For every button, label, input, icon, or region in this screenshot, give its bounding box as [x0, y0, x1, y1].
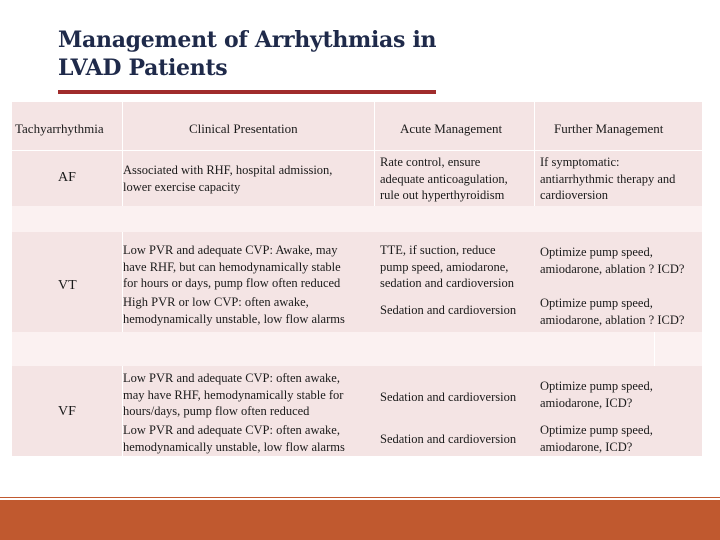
- vf-acute-2: [380, 431, 516, 448]
- text-line: lower exercise capacity: [123, 179, 241, 194]
- vt-presentation-2: [123, 294, 345, 327]
- table-divider: [654, 332, 655, 366]
- footer-rule: [0, 497, 720, 498]
- text-line: amiodarone, ICD?: [540, 395, 633, 410]
- vf-further-1: [540, 378, 653, 411]
- text-line: High PVR or low CVP: often awake,: [123, 295, 309, 309]
- text-line: amiodarone, ICD?: [540, 439, 633, 454]
- af-presentation: [123, 162, 332, 195]
- af-acute: [380, 154, 508, 204]
- table-spacer-band: [12, 206, 702, 232]
- text-line: hours/days, pump flow often reduced: [123, 404, 310, 418]
- row-label-af: AF: [58, 170, 76, 185]
- row-label-vf: VF: [58, 404, 76, 419]
- text-line: Low PVR and adequate CVP: often awake,: [123, 423, 340, 437]
- slide-title: [58, 26, 436, 82]
- table-divider: [534, 102, 535, 206]
- table-divider: [12, 150, 702, 151]
- vt-further-1: [540, 244, 684, 277]
- text-line: Associated with RHF, hospital admission,: [123, 163, 333, 177]
- text-line: Sedation and cardioversion: [380, 432, 517, 446]
- footer-bar: [0, 500, 720, 540]
- vt-further-2: [540, 295, 684, 328]
- text-line: Sedation and cardioversion: [380, 303, 517, 317]
- text-line: Optimize pump speed,: [540, 379, 653, 393]
- row-label-vt: VT: [58, 278, 77, 293]
- text-line: Rate control, ensure: [380, 155, 481, 169]
- text-line: amiodarone, ablation ? ICD?: [540, 312, 685, 327]
- text-line: Optimize pump speed,: [540, 296, 653, 310]
- header-further-management: Further Management: [554, 121, 664, 136]
- text-line: hemodynamically unstable, low flow alarms: [123, 311, 345, 326]
- vf-further-2: [540, 422, 653, 455]
- text-line: Optimize pump speed,: [540, 245, 653, 259]
- text-line: If symptomatic:: [540, 155, 620, 169]
- slide-title-line-1: Management of Arrhythmias in: [58, 27, 437, 53]
- header-acute-management: Acute Management: [400, 121, 503, 136]
- text-line: may have RHF, hemodynamically stable for: [123, 387, 344, 402]
- text-line: have RHF, but can hemodynamically stable: [123, 259, 341, 274]
- title-underline: [58, 90, 436, 94]
- text-line: hemodynamically unstable, low flow alarms: [123, 439, 345, 454]
- text-line: pump speed, amiodarone,: [380, 259, 509, 274]
- text-line: amiodarone, ablation ? ICD?: [540, 261, 685, 276]
- af-further: [540, 154, 675, 204]
- text-line: TTE, if suction, reduce: [380, 243, 496, 257]
- table-divider: [374, 102, 375, 206]
- header-clinical-presentation: Clinical Presentation: [189, 121, 298, 136]
- table-spacer-band: [12, 332, 702, 366]
- text-line: Low PVR and adequate CVP: Awake, may: [123, 243, 338, 257]
- text-line: antiarrhythmic therapy and: [540, 171, 676, 186]
- text-line: cardioversion: [540, 188, 609, 202]
- header-tachyarrhythmia: Tachyarrhythmia: [15, 121, 104, 136]
- text-line: adequate anticoagulation,: [380, 171, 508, 186]
- vt-acute-1: [380, 242, 514, 292]
- vf-presentation-1: [123, 370, 343, 420]
- vf-presentation-2: [123, 422, 345, 455]
- vt-acute-2: [380, 302, 516, 319]
- text-line: sedation and cardioversion: [380, 276, 514, 290]
- text-line: Optimize pump speed,: [540, 423, 653, 437]
- vf-acute-1: [380, 389, 516, 406]
- text-line: rule out hyperthyroidism: [380, 188, 505, 202]
- vt-presentation-1: [123, 242, 341, 292]
- text-line: Low PVR and adequate CVP: often awake,: [123, 371, 340, 385]
- text-line: for hours or days, pump flow often reduced: [123, 276, 341, 290]
- slide-title-line-2: LVAD Patients: [58, 55, 228, 81]
- text-line: Sedation and cardioversion: [380, 390, 517, 404]
